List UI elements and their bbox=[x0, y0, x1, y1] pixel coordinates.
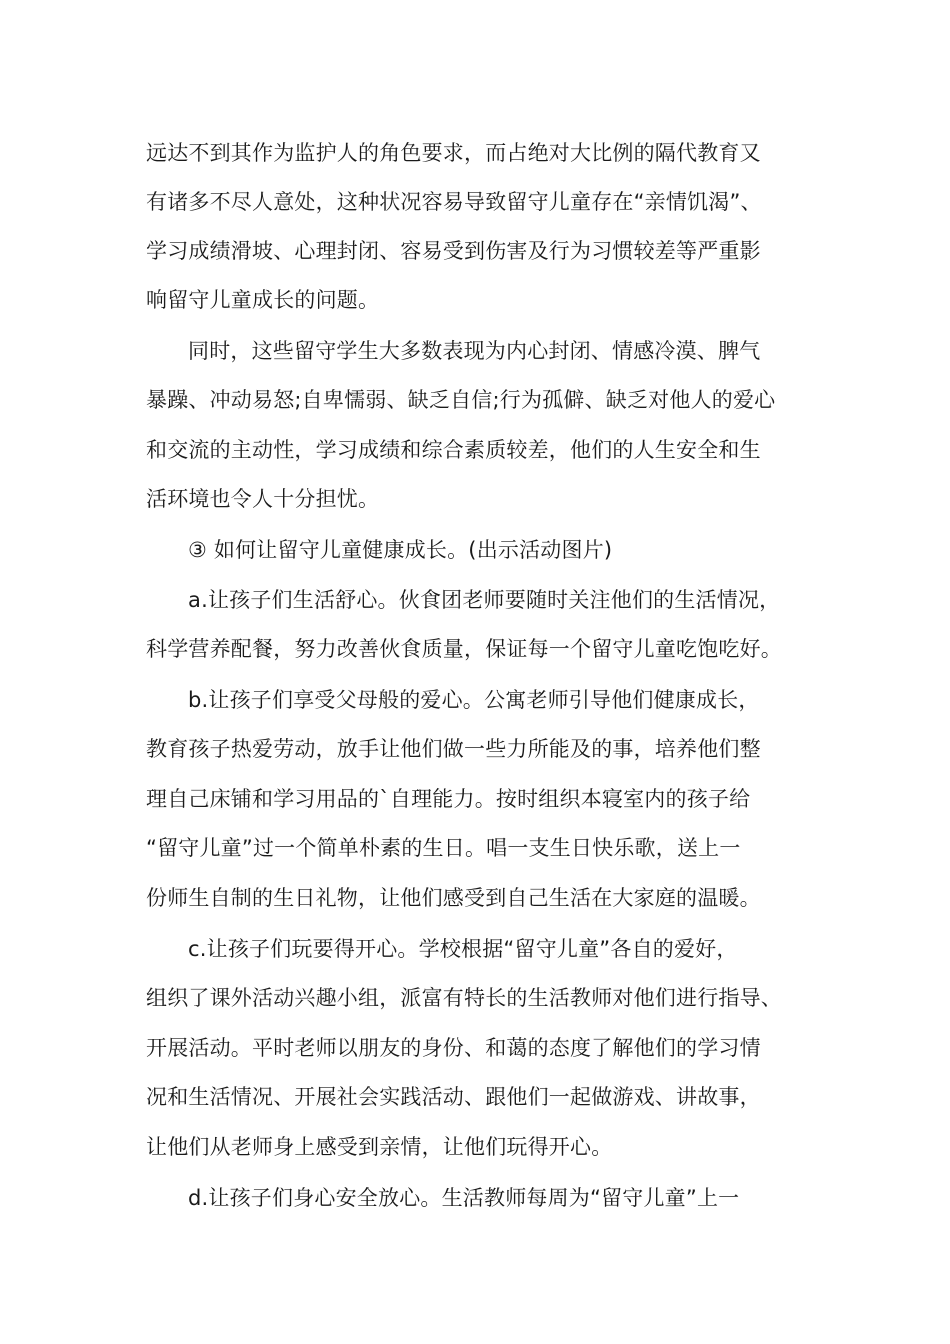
text-line: 开展活动。平时老师以朋友的身份、和蔼的态度了解他们的学习情 bbox=[146, 1036, 761, 1060]
text-line: 科学营养配餐，努力改善伙食质量，保证每一个留守儿童吃饱吃好。 bbox=[146, 637, 782, 661]
text-line: 响留守儿童成长的问题。 bbox=[146, 288, 380, 312]
text-line: 活环境也令人十分担忧。 bbox=[146, 487, 380, 511]
text-line: 暴躁、冲动易怒;自卑懦弱、缺乏自信;行为孤僻、缺乏对他人的爱心 bbox=[146, 388, 776, 412]
text-line: “留守儿童”过一个简单朴素的生日。唱一支生日快乐歌，送上一 bbox=[146, 836, 741, 860]
text-line: 理自己床铺和学习用品的`自理能力。按时组织本寝室内的孩子给 bbox=[146, 787, 751, 811]
paragraph-first-line: 同时，这些留守学生大多数表现为内心封闭、情感冷漠、脾气 bbox=[188, 339, 761, 363]
paragraph-first-line: c.让孩子们玩要得开心。学校根据“留守儿童”各自的爱好， bbox=[188, 937, 738, 961]
text-line: 组织了课外活动兴趣小组，派富有特长的生活教师对他们进行指导、 bbox=[146, 986, 782, 1010]
text-line: 教育孩子热爱劳动，放手让他们做一些力所能及的事，培养他们整 bbox=[146, 737, 761, 761]
text-line: 学习成绩滑坡、心理封闭、容易受到伤害及行为习惯较差等严重影 bbox=[146, 239, 761, 263]
paragraph-first-line: b.让孩子们享受父母般的爱心。公寓老师引导他们健康成长， bbox=[188, 688, 760, 712]
text-line: 和交流的主动性，学习成绩和综合素质较差，他们的人生安全和生 bbox=[146, 438, 761, 462]
section-heading: ③ 如何让留守儿童健康成长。(出示活动图片) bbox=[188, 538, 613, 562]
text-line: 有诸多不尽人意处，这种状况容易导致留守儿童存在“亲情饥渴”、 bbox=[146, 190, 762, 214]
paragraph-first-line: d.让孩子们身心安全放心。生活教师每周为“留守儿童”上一 bbox=[188, 1186, 740, 1210]
paragraph-first-line: a.让孩子们生活舒心。伙食团老师要随时关注他们的生活情况， bbox=[188, 588, 781, 612]
text-line: 让他们从老师身上感受到亲情，让他们玩得开心。 bbox=[146, 1135, 613, 1159]
text-line: 况和生活情况、开展社会实践活动、跟他们一起做游戏、讲故事， bbox=[146, 1085, 761, 1109]
text-line: 远达不到其作为监护人的角色要求，而占绝对大比例的隔代教育又 bbox=[146, 141, 761, 165]
text-line: 份师生自制的生日礼物，让他们感受到自己生活在大家庭的温暖。 bbox=[146, 886, 761, 910]
